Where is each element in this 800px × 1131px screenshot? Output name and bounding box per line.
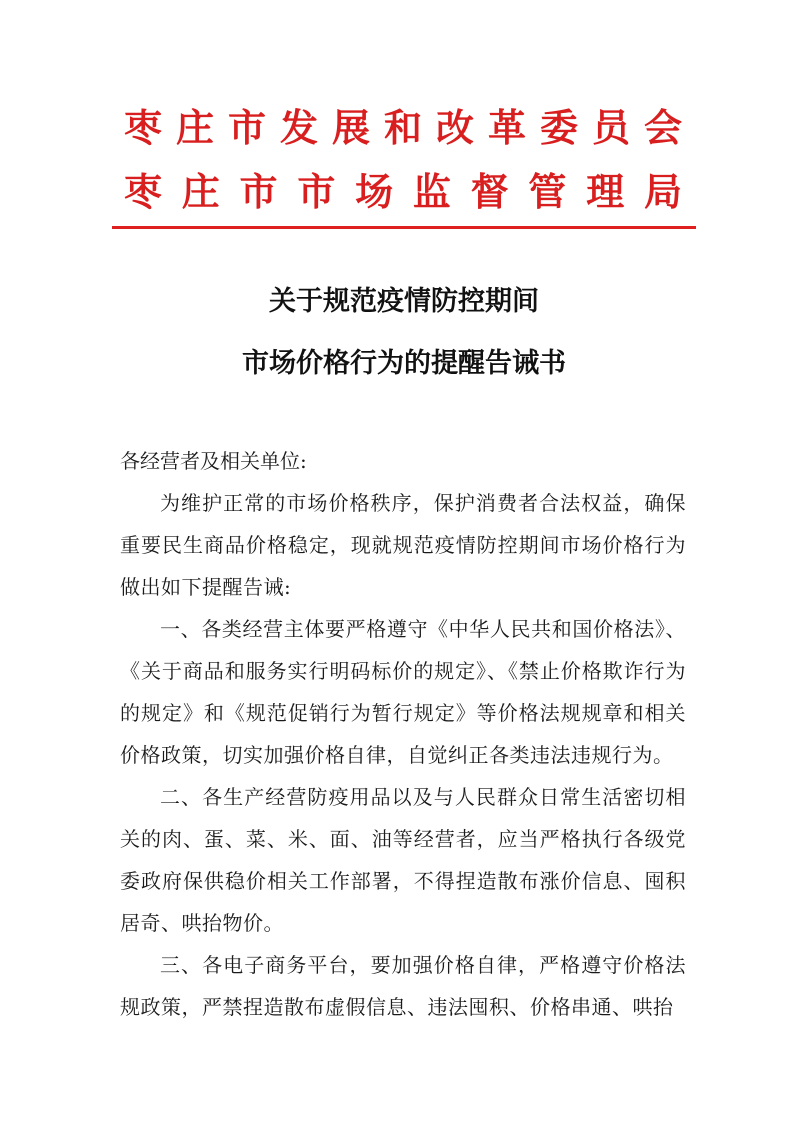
document-title-line-1: 关于规范疫情防控期间: [269, 286, 539, 317]
document-title-line-2: 市场价格行为的提醒告诫书: [242, 348, 566, 379]
document-body: [120, 440, 686, 1028]
letterhead-issuer-2: 枣庄市市场监督管理局: [124, 170, 684, 214]
body-paragraph-2: 二、各生产经营防疫用品以及与人民群众日常生活密切相关的肉、蛋、菜、米、面、油等经营者，应当严格执行各级党委政府保供稳价相关工作部署，不得捏造散布涨价信息、囤积居奇、哄抬物价。: [120, 785, 686, 935]
body-paragraph-intro: 为维护正常的市场价格秩序，保护消费者合法权益，确保重要民生商品价格稳定，现就规范疫情防控期间市场价格行为做出如下提醒告诫:: [120, 491, 686, 599]
body-paragraph-1: 一、各类经营主体要严格遵守《中华人民共和国价格法》、《关于商品和服务实行明码标价的规定》、《禁止价格欺诈行为的规定》和《规范促销行为暂行规定》等价格法规规章和相关价格政策，切实加强价格自律，自觉纠正各类违法违规行为。: [120, 617, 686, 767]
letterhead-red-rule: [112, 226, 696, 229]
letterhead-issuer-1: 枣庄市发展和改革委员会: [124, 106, 684, 150]
body-paragraph-3: 三、各电子商务平台，要加强价格自律，严格遵守价格法规政策，严禁捏造散布虚假信息、违法囤积、价格串通、哄抬: [120, 953, 686, 1019]
salutation: 各经营者及相关单位:: [120, 449, 307, 473]
